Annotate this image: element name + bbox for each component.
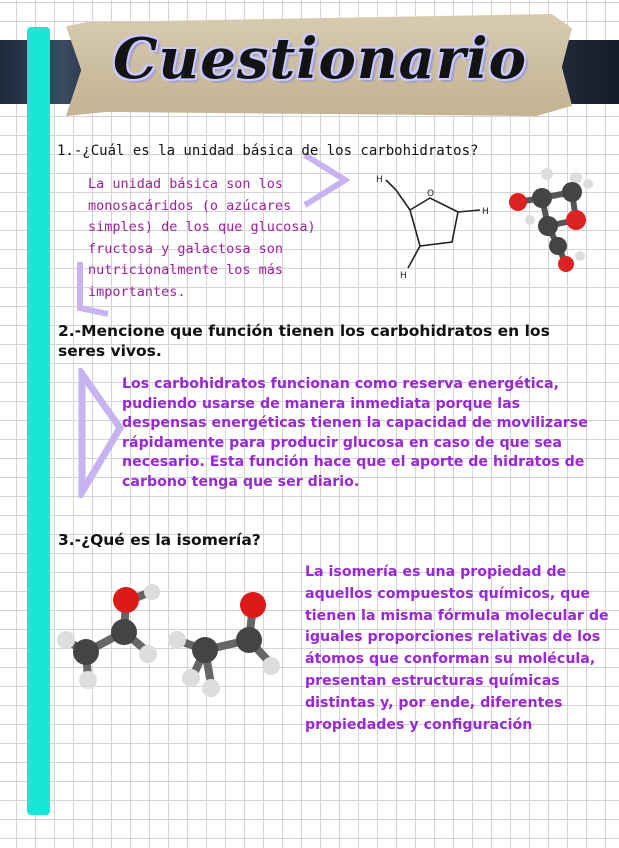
ribose-structure-diagram (372, 172, 497, 292)
label-h-right: H (482, 207, 489, 217)
label-o-ring: O (427, 189, 435, 199)
page-title: Cuestionario (112, 26, 528, 92)
answer-3: La isomería es una propiedad de aquellos compuestos químicos, que tienen la misma fórmula molecular de iguales proporciones relativas de los átomos que conforman su molécula, presentan estructuras químicas distintas y, por ende, diferentes propiedades y configuración (305, 564, 609, 733)
label-h-top: H (376, 175, 383, 185)
question-3: 3.-¿Qué es la isomería? (58, 531, 261, 549)
isomer-molecule-aldehyde (165, 588, 290, 703)
label-h-bottom: H (400, 271, 407, 281)
answer-2: Los carbohidratos funcionan como reserva energética, pudiendo usarse de manera inmediata porque las despensas energéticas tienen la capacidad de movilizarse rápidamente para producir glucosa en caso de que sea necesario. Esta función hace que el aporte de hidratos de carbono tenga que ser diario. (122, 376, 588, 490)
accent-side-bar (27, 27, 50, 815)
answer-1: La unidad básica son los monosacáridos (o azúcares simples) de los que glucosa) fructosa y galactosa son nutricionalmente los más importantes. (88, 176, 316, 300)
deco-triangle (76, 368, 126, 498)
isomer-molecule-enol (52, 580, 172, 700)
ball-stick-molecule-ribose (500, 160, 610, 275)
question-1: 1.-¿Cuál es la unidad básica de los carbohidratos? (57, 143, 479, 159)
question-2: 2.-Mencione que función tienen los carbohidratos en los seres vivos. (58, 322, 550, 360)
